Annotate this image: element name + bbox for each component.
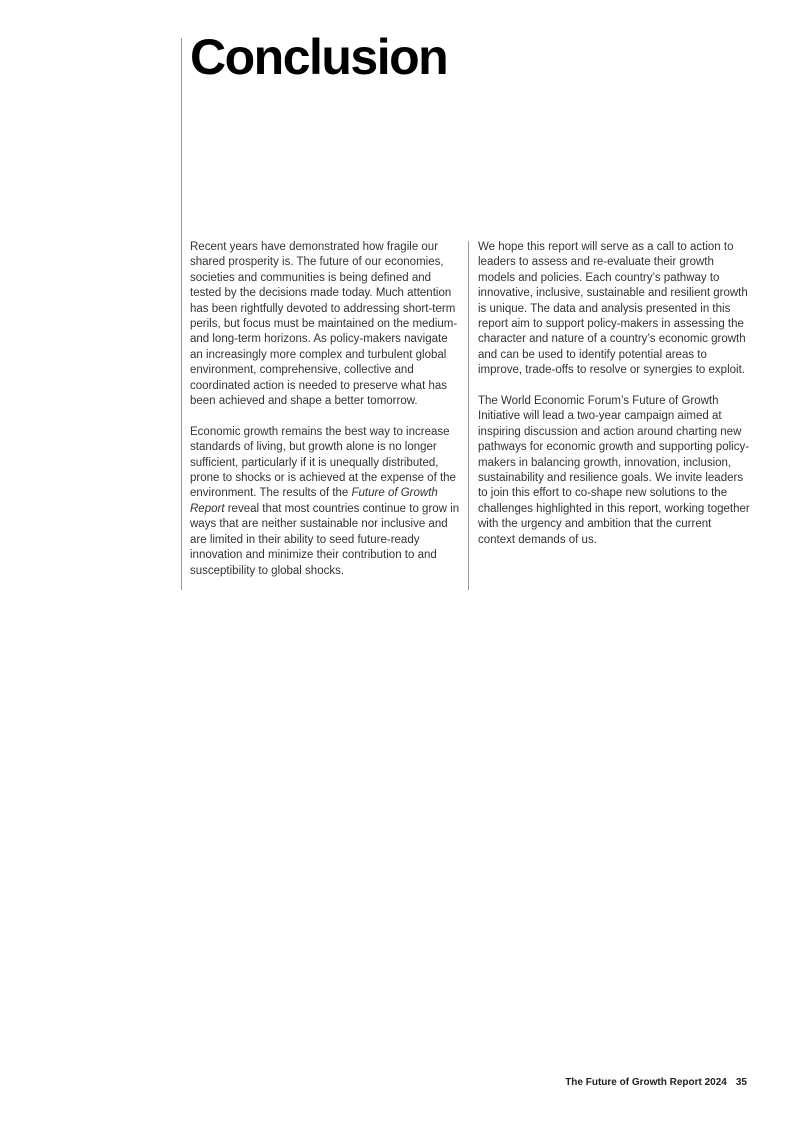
right-paragraph-2: The World Economic Forum’s Future of Growth Initiative will lead a two-year campaign aimed at inspiring discussion and action around charting new pathways for economic growth and supporting policy-makers in balancing growth, innovation, inclusion, sustainability and resilience goals. We invite leaders to join this effort to co-shape new solutions to the challenges highlighted in this report, working together with the urgency and ambition that the current context demands of us. — [478, 395, 750, 546]
page-title: Conclusion — [190, 29, 448, 85]
footer-page-number: 35 — [735, 1077, 747, 1088]
left-paragraph-2 — [190, 425, 462, 579]
right-paragraph-1: We hope this report will serve as a call to action to leaders to assess and re-evaluate their growth models and policies. Each country’s pathway to innovative, inclusive, sustainable and resilient growth is unique. The data and analysis presented in this report aim to support policy-makers in assessing the character and nature of a country’s economic growth and can be used to identify potential areas to improve, trade-offs to resolve or synergies to exploit. — [478, 241, 748, 377]
left-paragraph-2-text-end: reveal that most countries continue to grow in ways that are neither sustainable nor inclusive and are limited in their ability to seed future-ready innovation and minimize their contribution to and susceptibility to global shocks. — [190, 502, 460, 577]
column-divider-rule — [468, 241, 469, 590]
right-text-column — [478, 240, 750, 548]
left-paragraph-1: Recent years have demonstrated how fragile our shared prosperity is. The future of our economies, societies and communities is being defined and tested by the decisions made today. Much attention has been rightfully devoted to addressing short-term perils, but focus must be maintained on the medium- and long-term horizons. As policy-makers navigate an increasingly more complex and turbulent global environment, comprehensive, collective and coordinated action is needed to preserve what has been achieved and shape a better tomorrow. — [190, 241, 458, 408]
left-divider-rule — [181, 38, 182, 590]
left-paragraph-2-text-start: Economic growth remains the best way to increase standards of living, but growth alone is no longer sufficient, particularly if it is unequally distributed, prone to shocks or is achieved at the expense of the environment. The results of the — [190, 425, 456, 500]
report-title-italic: Future of Growth Report — [190, 487, 438, 515]
footer-report-title: The Future of Growth Report 2024 — [565, 1077, 727, 1088]
left-text-column — [190, 240, 462, 579]
page-footer — [565, 1077, 747, 1089]
